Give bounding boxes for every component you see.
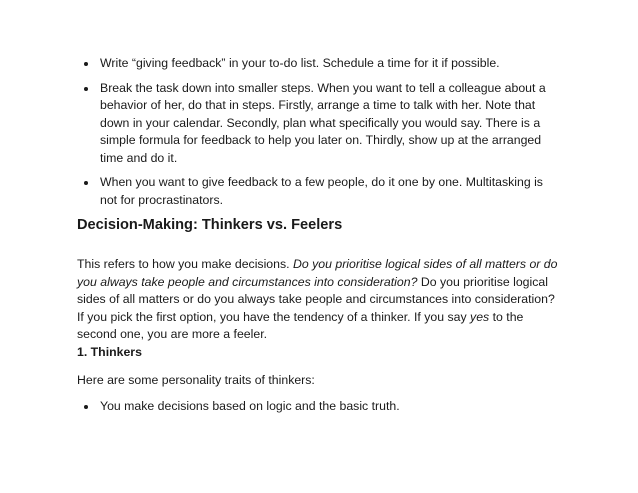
list-item [81,174,561,209]
list-item [81,80,561,168]
list-item-text: When you want to give feedback to a few people, do it one by one. Multitasking is not for procrastinators. [100,175,543,207]
paragraph-text: This refers to how you make decisions. [77,257,293,271]
list-item-text: You make decisions based on logic and the basic truth. [100,399,400,413]
bullet-icon [84,87,88,91]
section-heading: Decision-Making: Thinkers vs. Feelers [77,217,343,233]
list-item [81,398,561,416]
thinker-traits-list [81,398,561,423]
paragraph-italic-yes: yes [470,309,490,324]
bullet-icon [84,62,88,66]
paragraph-italic-question: Do you prioritise logical sides of all matters or do you always take people and circumstances into consideration? [77,257,558,289]
list-item [81,55,561,73]
paragraph-text: Do you prioritise logical sides of all matters or do you always take people and circumstances into consideration? If you pick the first option, you have the tendency of a thinker. If you say [77,274,555,324]
intro-text: Here are some personality traits of thinkers: [77,373,315,387]
bullet-icon [84,405,88,409]
paragraph-text: to the second one, you are more a feeler. [77,309,524,341]
section-paragraph [77,256,563,344]
feedback-tips-list [81,55,561,216]
list-item-text: Break the task down into smaller steps. When you want to tell a colleague about a behavior of her, do that in steps. Firstly, arrange a time to talk with her. Note that down in your calendar. Secondly, plan what specifically you would say. There is a simple formula for feedback to help you later on. Thirdly, show up at the arranged time and do it. [100,80,546,165]
sub-heading: 1. Thinkers [77,345,142,359]
bullet-icon [84,181,88,185]
list-item-text: Write “giving feedback” in your to-do list. Schedule a time for it if possible. [100,56,500,70]
